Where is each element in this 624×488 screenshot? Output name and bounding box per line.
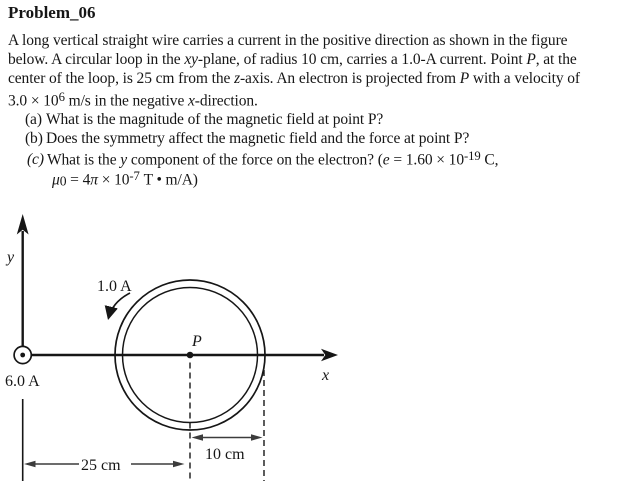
distance-dimension-label: 25 cm: [81, 457, 121, 474]
exponent: 6: [58, 90, 65, 104]
radius-dimension-left-arrowhead-icon: [192, 434, 204, 440]
distance-dimension-right-arrowhead-icon: [173, 461, 185, 467]
current-out-of-page-dot-icon: [20, 353, 25, 358]
part-b-text: Does the symmetry affect the magnetic field and the force at point P?: [46, 130, 470, 147]
point-p-dot: [187, 352, 194, 359]
wire-current-label: 6.0 A: [5, 373, 40, 390]
loop-current-label: 1.0 A: [97, 278, 132, 295]
exponent: -19: [464, 149, 481, 163]
exponent: -7: [129, 169, 140, 183]
part-b-label: (b): [25, 130, 43, 147]
radius-dimension-label: 10 cm: [205, 446, 245, 463]
question-part-c-continued: $\mu_0 = 4\pi \times 10^{-7}$ T • m/A): [52, 169, 198, 189]
question-part-c: (c) What is the y component of the force on the electron? ($e = 1.60 \times 10^{-19}$ C,: [27, 149, 499, 169]
problem-statement: [8, 31, 580, 110]
statement-line-3: center of the loop, is 25 cm from the z-axis. An electron is projected from P with a velocity of: [8, 70, 580, 87]
statement-line-1: A long vertical straight wire carries a current in the positive direction as shown in the figure: [8, 32, 568, 49]
distance-dimension-left-arrowhead-icon: [24, 461, 36, 467]
statement-line-4: $3.0 \times 10^6$ m/s in the negative x-direction.: [8, 90, 258, 110]
part-c-label: (c): [27, 151, 44, 169]
physics-diagram: [0, 205, 345, 488]
point-p-label: P: [192, 333, 202, 350]
page-title: Problem_06: [8, 3, 96, 22]
y-axis-label: y: [7, 249, 15, 266]
radius-dimension-right-arrowhead-icon: [251, 434, 263, 440]
question-part-b: [25, 130, 469, 148]
part-a-label: (a): [25, 111, 42, 128]
question-part-a: [25, 111, 383, 129]
part-a-text: What is the magnitude of the magnetic field at point P?: [46, 111, 384, 128]
x-axis-label: x: [322, 367, 330, 384]
subscript: 0: [59, 173, 67, 189]
statement-line-2: below. A circular loop in the xy-plane, of radius 10 cm, carries a 1.0-A current. Point P, at the: [8, 51, 577, 68]
